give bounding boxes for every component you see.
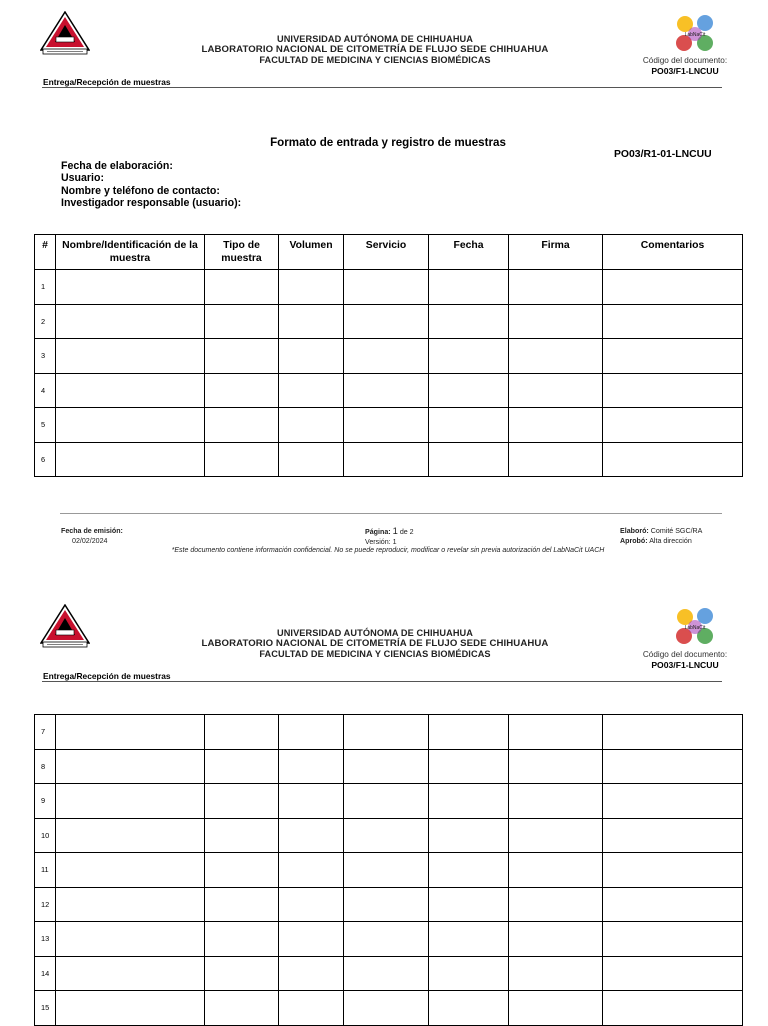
page-number: 1 <box>392 525 398 536</box>
cell-date[interactable] <box>429 956 509 991</box>
cell-signature[interactable] <box>509 715 603 750</box>
cell-date[interactable] <box>429 853 509 888</box>
header-volume: Volumen <box>279 235 344 270</box>
table-row <box>35 991 743 1026</box>
table-row <box>35 818 743 853</box>
cell-date[interactable] <box>429 991 509 1026</box>
cell-volume[interactable] <box>279 715 344 750</box>
cell-signature[interactable] <box>509 991 603 1026</box>
header-faculty: FACULTAD DE MEDICINA Y CIENCIAS BIOMÉDICAS <box>259 55 491 65</box>
cell-sample-name[interactable] <box>56 991 205 1026</box>
table-row <box>35 784 743 819</box>
cell-comments[interactable] <box>603 853 743 888</box>
header-date: Fecha <box>429 235 509 270</box>
cell-volume[interactable] <box>279 304 344 339</box>
cell-sample-type[interactable] <box>205 749 279 784</box>
cell-sample-type[interactable] <box>205 715 279 750</box>
svg-text:LabNaCit: LabNaCit <box>684 32 706 38</box>
table-row <box>35 853 743 888</box>
cell-date[interactable] <box>429 818 509 853</box>
cell-service[interactable] <box>344 784 429 819</box>
header-divider <box>42 87 722 88</box>
cell-volume[interactable] <box>279 408 344 443</box>
confidentiality-notice: *Este documento contiene información confidencial. No se puede reproducir, modificar o revelar sin previa autorización del LabNaCit UACH <box>171 547 605 554</box>
cell-signature[interactable] <box>509 922 603 957</box>
cell-volume[interactable] <box>279 818 344 853</box>
table-header-row <box>35 235 743 270</box>
section-title: Entrega/Recepción de muestras <box>43 77 171 87</box>
cell-sample-name[interactable] <box>56 373 205 408</box>
svg-text:LabNaCit: LabNaCit <box>684 625 706 631</box>
cell-comments[interactable] <box>603 991 743 1026</box>
footer-page <box>365 526 414 547</box>
cell-comments[interactable] <box>603 818 743 853</box>
row-number: 3 <box>35 339 56 374</box>
cell-signature[interactable] <box>509 442 603 477</box>
cell-sample-name[interactable] <box>56 887 205 922</box>
cell-signature[interactable] <box>509 304 603 339</box>
cell-sample-type[interactable] <box>205 956 279 991</box>
row-number: 7 <box>35 715 56 750</box>
emission-date: 02/02/2024 <box>72 536 108 545</box>
cell-comments[interactable] <box>603 749 743 784</box>
table-row <box>35 339 743 374</box>
university-logo <box>40 604 90 648</box>
cell-comments[interactable] <box>603 956 743 991</box>
cell-sample-name[interactable] <box>56 304 205 339</box>
header-sample-type: Tipo de muestra <box>205 235 279 270</box>
cell-signature[interactable] <box>509 853 603 888</box>
header-signature: Firma <box>509 235 603 270</box>
cell-sample-type[interactable] <box>205 339 279 374</box>
cell-date[interactable] <box>429 442 509 477</box>
cell-date[interactable] <box>429 373 509 408</box>
doc-code-label: Código del documento: <box>642 650 728 659</box>
header-comments: Comentarios <box>603 235 743 270</box>
doc-code-label: Código del documento: <box>642 56 728 65</box>
cell-service[interactable] <box>344 408 429 443</box>
cell-comments[interactable] <box>603 304 743 339</box>
cell-signature[interactable] <box>509 749 603 784</box>
cell-comments[interactable] <box>603 922 743 957</box>
cell-sample-name[interactable] <box>56 339 205 374</box>
cell-comments[interactable] <box>603 442 743 477</box>
cell-signature[interactable] <box>509 956 603 991</box>
cell-sample-type[interactable] <box>205 922 279 957</box>
row-number: 2 <box>35 304 56 339</box>
table-row <box>35 408 743 443</box>
cell-sample-type[interactable] <box>205 991 279 1026</box>
cell-sample-name[interactable] <box>56 270 205 305</box>
cell-date[interactable] <box>429 887 509 922</box>
field-contacto[interactable]: Nombre y teléfono de contacto: <box>61 184 220 197</box>
table-row <box>35 442 743 477</box>
cell-volume[interactable] <box>279 991 344 1026</box>
header-university: UNIVERSIDAD AUTÓNOMA DE CHIHUAHUA <box>276 628 474 638</box>
row-number: 1 <box>35 270 56 305</box>
table-row <box>35 715 743 750</box>
cell-signature[interactable] <box>509 408 603 443</box>
cell-sample-type[interactable] <box>205 853 279 888</box>
row-number: 14 <box>35 956 56 991</box>
header-divider <box>42 681 722 682</box>
cell-service[interactable] <box>344 373 429 408</box>
cell-volume[interactable] <box>279 956 344 991</box>
doc-code: PO03/F1-LNCUU <box>651 66 719 76</box>
cell-service[interactable] <box>344 956 429 991</box>
aprobo-label: Aprobó: <box>620 536 648 545</box>
table-row <box>35 373 743 408</box>
header-number: # <box>35 235 56 270</box>
cell-comments[interactable] <box>603 887 743 922</box>
cell-volume[interactable] <box>279 853 344 888</box>
row-number: 5 <box>35 408 56 443</box>
cell-date[interactable] <box>429 339 509 374</box>
cell-sample-type[interactable] <box>205 442 279 477</box>
cell-sample-type[interactable] <box>205 887 279 922</box>
cell-service[interactable] <box>344 853 429 888</box>
cell-date[interactable] <box>429 784 509 819</box>
field-investigador[interactable]: Investigador responsable (usuario): <box>61 196 242 209</box>
cell-comments[interactable] <box>603 270 743 305</box>
cell-volume[interactable] <box>279 442 344 477</box>
cell-comments[interactable] <box>603 373 743 408</box>
cell-date[interactable] <box>429 408 509 443</box>
cell-service[interactable] <box>344 339 429 374</box>
table-row <box>35 270 743 305</box>
footer-emission <box>61 527 123 546</box>
cell-sample-name[interactable] <box>56 715 205 750</box>
cell-comments[interactable] <box>603 339 743 374</box>
row-number: 10 <box>35 818 56 853</box>
cell-sample-name[interactable] <box>56 922 205 957</box>
table-row <box>35 887 743 922</box>
cell-signature[interactable] <box>509 887 603 922</box>
cell-sample-name[interactable] <box>56 956 205 991</box>
cell-signature[interactable] <box>509 373 603 408</box>
table-row <box>35 304 743 339</box>
university-logo <box>40 11 90 55</box>
cell-volume[interactable] <box>279 784 344 819</box>
samples-table-page2 <box>34 714 743 1026</box>
table-row <box>35 922 743 957</box>
cell-sample-type[interactable] <box>205 304 279 339</box>
cell-date[interactable] <box>429 715 509 750</box>
cell-service[interactable] <box>344 270 429 305</box>
cell-volume[interactable] <box>279 922 344 957</box>
page-label: Página: <box>365 528 391 536</box>
cell-volume[interactable] <box>279 270 344 305</box>
form-fields <box>61 160 241 209</box>
form-title: Formato de entrada y registro de muestras <box>270 136 506 149</box>
cell-date[interactable] <box>429 270 509 305</box>
elaboro-label: Elaboró: <box>620 527 649 535</box>
form-code: PO03/R1-01-LNCUU <box>614 149 712 160</box>
cell-sample-name[interactable] <box>56 853 205 888</box>
row-number: 13 <box>35 922 56 957</box>
cell-volume[interactable] <box>279 339 344 374</box>
header-sample-name: Nombre/Identificación de la muestra <box>56 235 205 270</box>
row-number: 15 <box>35 991 56 1026</box>
version: Versión: 1 <box>365 537 397 546</box>
cell-signature[interactable] <box>509 818 603 853</box>
cell-comments[interactable] <box>603 715 743 750</box>
cell-sample-name[interactable] <box>56 784 205 819</box>
emission-label: Fecha de emisión: <box>61 527 123 535</box>
page-of: de 2 <box>399 528 414 536</box>
field-usuario[interactable]: Usuario: <box>61 172 104 185</box>
cell-service[interactable] <box>344 991 429 1026</box>
row-number: 12 <box>35 887 56 922</box>
cell-service[interactable] <box>344 442 429 477</box>
row-number: 9 <box>35 784 56 819</box>
labnacit-logo <box>672 605 718 649</box>
doc-code: PO03/F1-LNCUU <box>651 660 719 670</box>
cell-service[interactable] <box>344 887 429 922</box>
header-university: UNIVERSIDAD AUTÓNOMA DE CHIHUAHUA <box>276 34 474 44</box>
header-service: Servicio <box>344 235 429 270</box>
labnacit-logo <box>672 12 718 56</box>
cell-sample-name[interactable] <box>56 749 205 784</box>
cell-volume[interactable] <box>279 887 344 922</box>
cell-sample-type[interactable] <box>205 373 279 408</box>
table-row <box>35 956 743 991</box>
footer-divider <box>60 513 722 514</box>
samples-table-page1 <box>34 234 743 477</box>
section-title: Entrega/Recepción de muestras <box>43 671 171 681</box>
header-faculty: FACULTAD DE MEDICINA Y CIENCIAS BIOMÉDICAS <box>259 649 491 659</box>
cell-sample-name[interactable] <box>56 818 205 853</box>
aprobo-value: Alta dirección <box>649 536 692 545</box>
footer-approvals <box>620 527 702 546</box>
row-number: 4 <box>35 373 56 408</box>
row-number: 6 <box>35 442 56 477</box>
cell-sample-type[interactable] <box>205 408 279 443</box>
cell-signature[interactable] <box>509 270 603 305</box>
cell-sample-type[interactable] <box>205 818 279 853</box>
cell-sample-name[interactable] <box>56 442 205 477</box>
cell-comments[interactable] <box>603 784 743 819</box>
cell-signature[interactable] <box>509 784 603 819</box>
elaboro-value: Comité SGC/RA <box>650 527 703 535</box>
cell-volume[interactable] <box>279 373 344 408</box>
cell-sample-type[interactable] <box>205 270 279 305</box>
header-laboratory: LABORATORIO NACIONAL DE CITOMETRÍA DE FLUJO SEDE CHIHUAHUA <box>201 637 549 649</box>
cell-service[interactable] <box>344 749 429 784</box>
table-row <box>35 749 743 784</box>
cell-date[interactable] <box>429 749 509 784</box>
cell-date[interactable] <box>429 922 509 957</box>
cell-service[interactable] <box>344 715 429 750</box>
row-number: 11 <box>35 853 56 888</box>
cell-date[interactable] <box>429 304 509 339</box>
cell-service[interactable] <box>344 922 429 957</box>
field-fecha-elaboracion[interactable]: Fecha de elaboración: <box>61 160 173 172</box>
row-number: 8 <box>35 749 56 784</box>
cell-signature[interactable] <box>509 339 603 374</box>
header-laboratory: LABORATORIO NACIONAL DE CITOMETRÍA DE FLUJO SEDE CHIHUAHUA <box>201 43 549 55</box>
cell-service[interactable] <box>344 304 429 339</box>
cell-service[interactable] <box>344 818 429 853</box>
cell-comments[interactable] <box>603 408 743 443</box>
cell-sample-name[interactable] <box>56 408 205 443</box>
cell-sample-type[interactable] <box>205 784 279 819</box>
cell-volume[interactable] <box>279 749 344 784</box>
